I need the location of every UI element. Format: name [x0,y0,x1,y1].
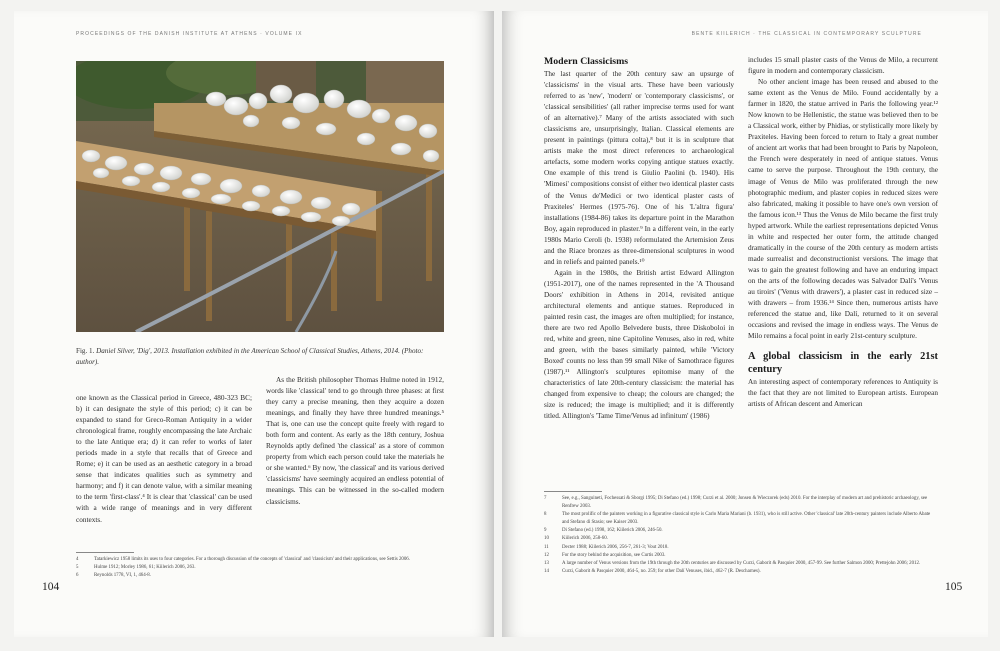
body-column-2 [266,375,444,508]
caption-label: Fig. 1. [76,347,95,355]
paragraph: includes 15 small plaster casts of the Venus de Milo, a recurrent figure in modern and contemporary classicism. [748,56,938,76]
footnote-text: See, e.g., Sanguineti, Fochessati & Sborgi 1995; Di Stefano (ed.) 1998; Curzi et al. 2000; Jonsen & Wieczorek (eds) 2010. For the interplay of modern art and prehistoric archaeology, see Renfrew 2003. [562,496,928,510]
footnote-number: 8 [544,512,547,518]
page-number: 105 [945,581,963,593]
footnote-text: Reynolds 1778, VI, 1, 464-8. [94,573,151,579]
body-column-1 [76,393,252,526]
paragraph: An interesting aspect of contemporary references to Antiquity is the fact that they are not limited to European artists. European artists of African descent and American [748,378,938,409]
body-column-1 [544,55,734,423]
footnote-text: Curzi, Gaborit & Pasquier 2000, 464-5, no. 259; for other Dalí Venuses, ibid., 462-7 (R. Descharnes). [562,568,761,574]
footnote [544,527,938,535]
footnote-divider [76,552,134,553]
footnote [76,564,448,572]
footnote [544,511,938,527]
footnote-number: 5 [76,565,79,571]
footnote [544,495,938,511]
footnote [544,568,938,576]
installation-photo [76,61,444,332]
section-heading: Modern Classicisms [544,56,629,67]
paragraph: No other ancient image has been reused and abused to the same extent as the Venus de Milo. Found accidentally by a farmer in 1820, the statue arrived in Paris the following year.¹² Now known to be Hellenistic, the statue was believed then to be a Classical work, either by Phidias, or stylistically more likely by Praxiteles. Having been forced to return to Italy a great number of ancient art works that had been brought to Paris by Napoleon, the French were desperately in need of antique statues. Venus came to serve the purpose. Throughout the 19th century, the image of Venus de Milo was proliferated through the new photographic medium, and plaster copies in reduced sizes were also fabricated, making it possible to have one's own version of the famous icon.¹³ Thus the Venus de Milo became the first truly hyped artwork. While the earliest representations depicted Venus in white and respected her outer form, the attitude changed dramatically in the course of the 20th century as modern artists made surrealist and deconstructionist versions. The image that was to gain the greatest following and have an enduring impact on the arts of the following decades was Salvador Dalí's 'Venus au tiroirs' ('Venus with drawers'), a plaster cast in reduced size – with drawers – from 1936.¹⁴ Since then, numerous artists have referenced the statue and, like Dalí, returned to it on several occasions and revised the image in endless ways. The Venus de Milo remains a focal point in early 21st-century sculpture. [748,78,938,341]
footnotes [544,495,938,576]
footnote-divider [544,491,602,492]
body-column-2 [748,55,938,410]
footnote-number: 6 [76,573,79,579]
footnote-text: For the story behind the acquisition, see Curtis 2003. [562,552,666,558]
footnote-text: Hulme 1912; Morley 1986, 61; Kiilerich 2006, 263. [94,565,196,571]
figure-photo [76,61,444,332]
running-head: PROCEEDINGS OF THE DANISH INSTITUTE AT ATHENS · VOLUME IX [76,31,303,37]
footnote [544,552,938,560]
footnote-text: Kiilerich 2006, 258-60. [562,536,608,542]
footnote-number: 10 [544,536,549,542]
paragraph: one known as the Classical period in Greece, 480-323 BC; b) it can designate the style of this period; c) it can be expanded to stand for Greco-Roman Antiquity in a wider chronological frame, roughly encompassing the late Archaic to the late Antique era; d) it can refer to works of later periods made in a style that recalls that of Greece and Rome; e) it can be used as an aesthetic category in a broad sense that indicates qualities such as symmetry and harmony; and f) it can denote value, with a similar meaning to the term 'first-class'.⁴ It is clear that 'classical' can be used with a wide range of meanings and in very different contexts. [76,394,252,524]
footnote-text: The most prolific of the painters working in a figurative classical style is Carlo Maria Mariani (b. 1931), who is still active. Other 'classical' late 20th-century painters include Alberto Abate and Stefano di Stasio; see Kaiser 2003. [562,512,931,526]
figure-caption [76,346,448,368]
paragraph: As the British philosopher Thomas Hulme noted in 1912, words like 'classical' tend to go through three phases: at first they carry a precise meaning, then they acquire a dozen meanings, and finally they have three hundred meanings.⁵ That is, one can use the concept quite freely with regard to both form and content. As early as the 18th century, Joshua Reynolds aptly defined 'the classical' as a store of common property from which each person could take the materials he or she wanted.⁶ By now, 'the classical' and its various derived 'classicisms' have seemingly acquired an endless potential of meanings. This can be witnessed in the so-called modern classicisms. [266,376,444,506]
footnote-number: 12 [544,552,549,558]
footnotes [76,556,448,580]
footnote-number: 13 [544,560,549,566]
footnote-number: 7 [544,496,547,501]
footnote-number: 4 [76,557,79,562]
footnote-number: 9 [544,528,547,534]
left-page [14,11,494,637]
footnote-text: A large number of Venus versions from the 19th through the 20th centuries are discussed by Curzi, Gaborit & Pasquier 2000, 457-99. See further Salmon 2000; Prettejohn 2006; 2012. [562,560,921,566]
running-head: BENTE KIILERICH · THE CLASSICAL IN CONTEMPORARY SCULPTURE [691,31,922,37]
section-heading: A global classicism in the early 21st century [748,351,938,376]
footnote-text: Di Stefano (ed.) 1998, 162; Kiilerich 2006, 246-50. [562,528,663,534]
footnote-number: 11 [544,544,549,550]
footnote [76,572,448,580]
footnote-text: Decter 1988; Kiilerich 2006, 256-7, 261-3; Vout 2018. [562,544,669,550]
caption-text: Daniel Silver, 'Dig', 2013. Installation exhibited in the American School of Classical Studies, Athens, 2014. (Photo: author). [76,347,424,366]
footnote-text: Tatarkiewicz 1958 limits its uses to four categories. For a thorough discussion of the concepts of 'classical' and 'classicism' and their applications, see Settis 2006. [94,557,410,562]
page-number: 104 [42,581,60,593]
right-page [502,11,988,637]
paragraph: Again in the 1980s, the British artist Edward Allington (1951-2017), one of the names represented in the 'A Thousand Doors' exhibition in Athens in 2014, revisited antique architectural elements and antique statues. Reproduced in painted resin cast, the images are often multiplied; for instance, there are two red Apollo Belvedere busts, three Diskoboloi in red, white and green, nine Capitoline Venuses, also in red, white and green, with the bases similarly painted, while 'Victory Boxed' counts no less than 99 small Nike of Samothrace figures (1987).¹¹ Allington's sculptures epitomise many of the characteristics of late 20th-century classicism: the material has changed from expensive to cheap; the colours are changed; the size is reduced; the image is multiplied; and it is differently titled. Allington's 'Tame Time/Venus ad infinitum' (1986) [544,268,734,421]
footnote [544,535,938,543]
footnote [544,544,938,552]
footnote-number: 14 [544,568,549,574]
footnote [544,560,938,568]
paragraph: The last quarter of the 20th century saw an upsurge of 'classicisms' in the visual arts. These have been variously referred to as 'new', 'modern' or 'contemporary classicisms', or 'classical sensibilities' (all rather imprecise terms used for want of an alternative).⁷ Many of the artists associated with such classicisms are, unsurprisingly, Italian. Classical elements are present in paintings (pittura colta),⁸ but it is in sculpture that artists make the most direct references to archaeological artefacts, some modern works copying antique statues exactly. One example of this trend is Giulio Paolini (b. 1940). His 'Mimesi' compositions consist of either two identical plaster casts of the Venus de'Medici or two identical plaster casts of Praxiteles' Hermes (1975-76). One of his 'L'altra figura' installations (1984-86) takes its departure point in the Marathon Boy, again reproduced in plaster.⁹ In a different vein, in the early 1980s Mario Ceroli (b. 1938) reformulated the Artemision Zeus and the Riace bronzes as three-dimensional sculptures in wood and in reliefs and painted panels.¹⁰ [544,70,734,266]
footnote [76,556,448,564]
